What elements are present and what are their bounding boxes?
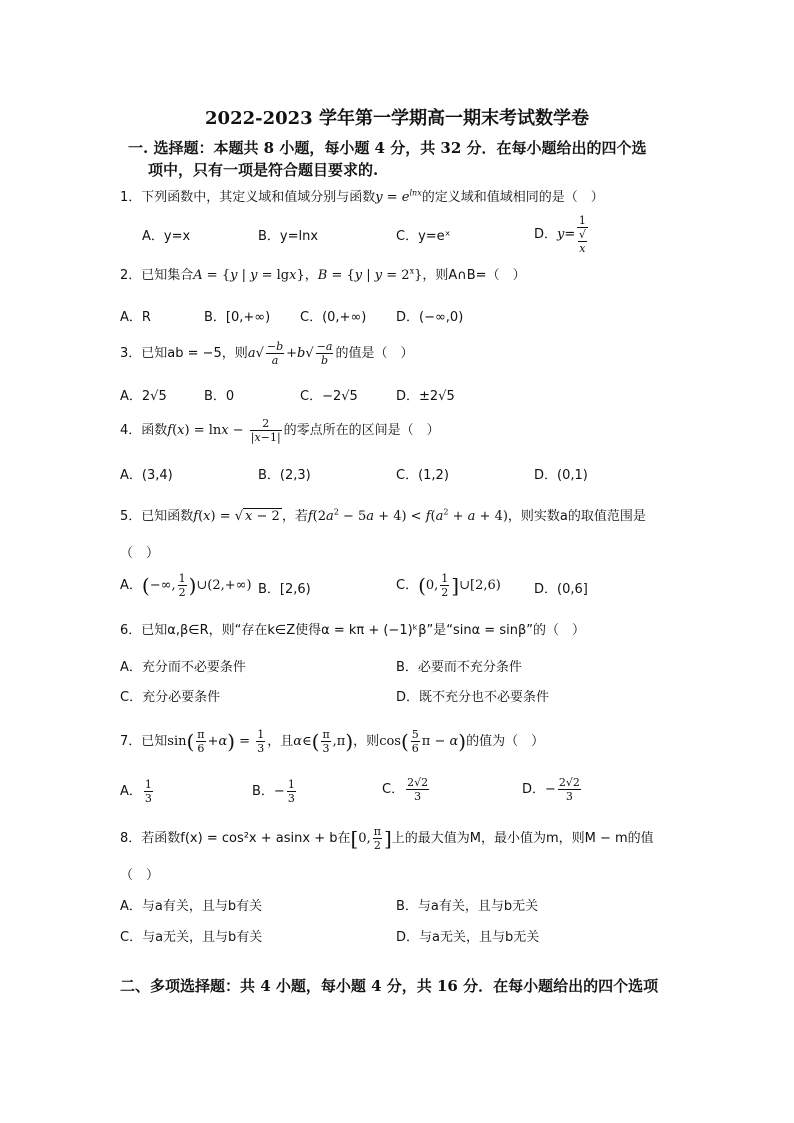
q5-option-d[interactable]: D．(0,6] xyxy=(534,582,588,597)
section2-heading: 二、多项选择题：共 4 小题，每小题 4 分，共 16 分．在每小题给出的四个选项 xyxy=(120,977,659,995)
q3-option-a[interactable]: A．2√5 xyxy=(120,389,167,404)
q5-option-b[interactable]: B．[2,6) xyxy=(258,582,311,597)
question-7: 7．已知sin( $\frac{\pi}{6}$ +α) = $\frac{1}{3}$ ，且α∈( $\frac{\pi}{3}$ ,π)，则cos( $\frac{5}{6}$ π − α)的值为（ ） xyxy=(120,728,545,755)
q1-option-a[interactable]: A．y=x xyxy=(142,229,191,244)
question-8: 8．若函数f(x) = cos²x + asinx + b在[0, $\frac{\pi}{2}$ ]上的最大值为M，最小值为m，则M − m的值 xyxy=(120,825,654,852)
question-4: 4．函数f(x) = lnx − $\frac{2}{|x-1|}$ 的零点所在的区间是（ ） xyxy=(120,417,440,444)
q2-option-d[interactable]: D．(−∞,0) xyxy=(396,310,464,325)
question-2: 2．已知集合A = {y | y = lgx}，B = {y | $y = 2^x$}，则A∩B=（ ） xyxy=(120,266,526,283)
q8-option-d[interactable]: D．与a无关，且与b无关 xyxy=(396,930,540,945)
q8-option-b[interactable]: B．与a有关，且与b无关 xyxy=(396,899,539,914)
q8-answer-paren: （ ） xyxy=(120,868,160,883)
q7-option-b[interactable]: B．− $\frac{1}{3}$ xyxy=(252,778,295,805)
q2-option-c[interactable]: C．(0,+∞) xyxy=(300,310,367,325)
exam-title: 2022-2023 学年第一学期高一期末考试数学卷 xyxy=(205,108,589,129)
question-1 xyxy=(120,186,604,205)
q4-option-a[interactable]: A．(3,4) xyxy=(120,468,173,483)
q1-option-c[interactable]: C．y=eˣ xyxy=(396,229,451,244)
question-5: 5．已知函数f(x) = √ x − 2 ，若$f(2a^2 - 5a + 4) < f(a^2 + a + 4)$，则实数a的取值范围是 xyxy=(120,507,646,524)
q5-option-a[interactable]: A．(−∞, $\frac{1}{2}$ )∪(2,+∞) xyxy=(120,572,252,599)
q2-option-b[interactable]: B．[0,+∞) xyxy=(204,310,271,325)
q5-option-c[interactable]: C．(0, $\frac{1}{2}$ ]∪[2,6) xyxy=(396,572,501,599)
q3-option-c[interactable]: C．−2√5 xyxy=(300,389,358,404)
q8-option-a[interactable]: A．与a有关，且与b有关 xyxy=(120,899,263,914)
q1-function: $y = e^{lnx}$ xyxy=(375,188,422,205)
q3-option-d[interactable]: D．±2√5 xyxy=(396,389,455,404)
q8-option-c[interactable]: C．与a无关，且与b有关 xyxy=(120,930,263,945)
section1-heading-line2: 项中，只有一项是符合题目要求的. xyxy=(148,161,379,179)
q3-option-b[interactable]: B．0 xyxy=(204,389,235,404)
q1-stem-pre: 1．下列函数中，其定义域和值域分别与函数 xyxy=(120,190,376,205)
q1-option-d[interactable]: D．y= 1 √ x xyxy=(534,214,586,255)
q4-option-d[interactable]: D．(0,1) xyxy=(534,468,588,483)
question-3: 3．已知ab = −5，则a√ $\frac{-b}{a}$ +b√ $\frac{-a}{b}$ 的值是（ ） xyxy=(120,340,414,367)
q6-option-a[interactable]: A．充分而不必要条件 xyxy=(120,660,246,675)
section1-heading-line1: 一. 选择题：本题共 8 小题，每小题 4 分，共 32 分．在每小题给出的四个选 xyxy=(128,139,647,157)
q7-option-c[interactable]: C． $\frac{2√2}{3}$ xyxy=(382,776,429,803)
q4-option-c[interactable]: C．(1,2) xyxy=(396,468,449,483)
q6-option-d[interactable]: D．既不充分也不必要条件 xyxy=(396,690,550,705)
q6-option-c[interactable]: C．充分必要条件 xyxy=(120,690,221,705)
q5-answer-paren: （ ） xyxy=(120,546,160,561)
q2-option-a[interactable]: A．R xyxy=(120,310,151,325)
q6-option-b[interactable]: B．必要而不充分条件 xyxy=(396,660,522,675)
q4-option-b[interactable]: B．(2,3) xyxy=(258,468,311,483)
q1-stem-post: 的定义域和值域相同的是（ ） xyxy=(421,190,604,205)
q1-option-b[interactable]: B．y=lnx xyxy=(258,229,319,244)
question-6: 6．已知α,β∈R，则“存在k∈Z使得α = kπ + (−1)ᵏβ”是“sinα = sinβ”的（ ） xyxy=(120,623,585,638)
q7-option-a[interactable]: A． $\frac{1}{3}$ xyxy=(120,778,152,805)
q7-option-d[interactable]: D．− $\frac{2√2}{3}$ xyxy=(522,776,580,803)
